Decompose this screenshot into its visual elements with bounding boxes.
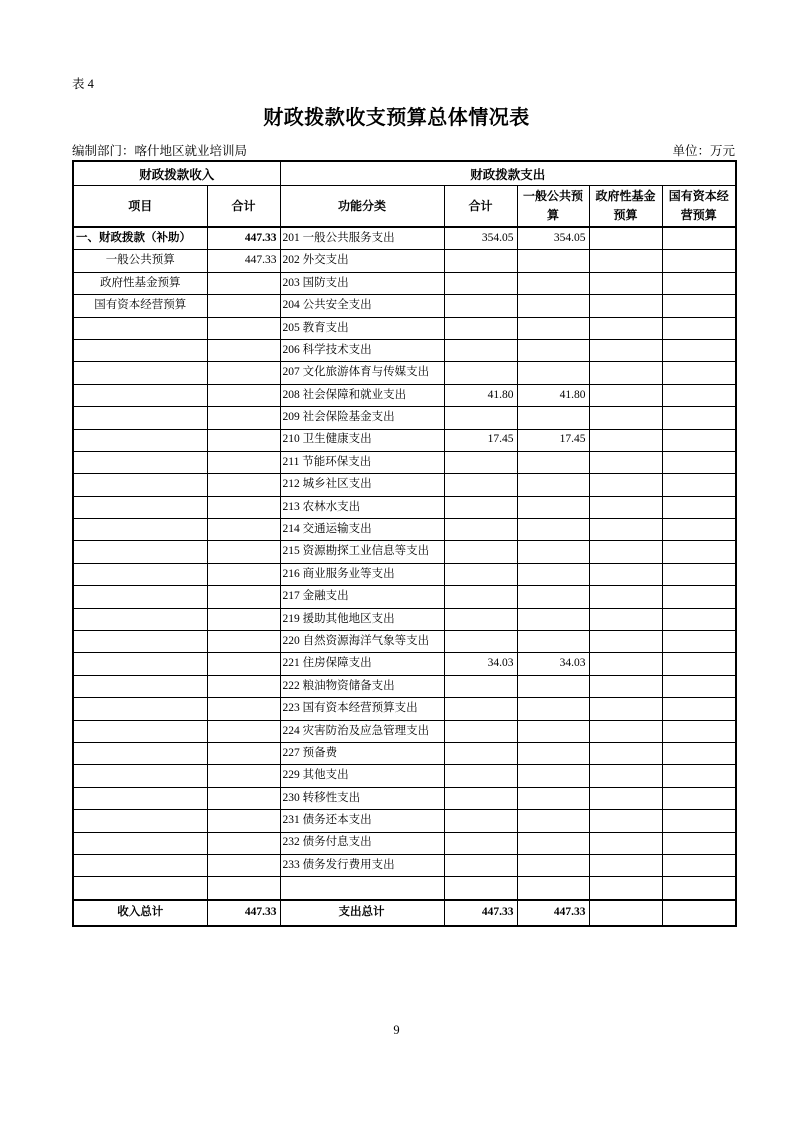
- table-row: [73, 653, 736, 675]
- table-column-header-row: [73, 186, 736, 228]
- state-capital-budget-cell: [662, 474, 736, 496]
- state-capital-budget-cell: [662, 496, 736, 518]
- expense-item-cell: 201 一般公共服务支出: [280, 227, 444, 250]
- gov-fund-budget-cell: [589, 384, 662, 406]
- expense-item-cell: 210 卫生健康支出: [280, 429, 444, 451]
- state-capital-budget-cell: [662, 272, 736, 294]
- state-capital-budget-cell: [662, 519, 736, 541]
- column-header-income-total: 合计: [207, 186, 280, 228]
- table-label: 表 4: [72, 77, 94, 91]
- state-capital-budget-cell: [662, 563, 736, 585]
- general-public-budget-cell: [517, 519, 589, 541]
- expense-total-cell: [444, 832, 517, 854]
- general-public-budget-cell: [517, 451, 589, 473]
- state-capital-budget-cell: [662, 608, 736, 630]
- income-total-cell: [207, 407, 280, 429]
- gov-fund-budget-cell: [589, 832, 662, 854]
- general-public-budget-cell: 17.45: [517, 429, 589, 451]
- income-item-cell: [73, 720, 207, 742]
- gov-fund-budget-cell: [589, 451, 662, 473]
- income-item-cell: [73, 541, 207, 563]
- income-item-cell: [73, 608, 207, 630]
- expense-total-cell: [444, 496, 517, 518]
- state-capital-budget-cell: [662, 362, 736, 384]
- general-public-budget-cell: 354.05: [517, 227, 589, 250]
- state-capital-budget-cell: [662, 900, 736, 926]
- gov-fund-budget-cell: [589, 810, 662, 832]
- expense-item-cell: 204 公共安全支出: [280, 295, 444, 317]
- general-public-budget-cell: 447.33: [517, 900, 589, 926]
- income-item-cell: [73, 496, 207, 518]
- page-number: 9: [393, 1023, 400, 1037]
- column-header-general-public-budget: 一般公共预算: [517, 186, 589, 228]
- gov-fund-budget-cell: [589, 407, 662, 429]
- gov-fund-budget-cell: [589, 339, 662, 361]
- state-capital-budget-cell: [662, 787, 736, 809]
- gov-fund-budget-cell: [589, 631, 662, 653]
- general-public-budget-cell: [517, 295, 589, 317]
- income-item-cell: [73, 429, 207, 451]
- general-public-budget-cell: 41.80: [517, 384, 589, 406]
- column-header-gov-fund-budget: 政府性基金预算: [589, 186, 662, 228]
- general-public-budget-cell: [517, 563, 589, 585]
- expense-total-cell: [444, 541, 517, 563]
- income-total-cell: [207, 832, 280, 854]
- expense-item-cell: 208 社会保障和就业支出: [280, 384, 444, 406]
- expense-total-cell: [444, 563, 517, 585]
- general-public-budget-cell: [517, 742, 589, 764]
- expense-total-cell: [444, 451, 517, 473]
- expense-item-cell: [280, 877, 444, 900]
- general-public-budget-cell: [517, 496, 589, 518]
- income-total-cell: [207, 675, 280, 697]
- table-group-header-row: [73, 161, 736, 186]
- expense-item-cell: 220 自然资源海洋气象等支出: [280, 631, 444, 653]
- general-public-budget-cell: [517, 474, 589, 496]
- state-capital-budget-cell: [662, 742, 736, 764]
- income-total-cell: [207, 698, 280, 720]
- expense-item-cell: 202 外交支出: [280, 250, 444, 272]
- income-total-cell: [207, 451, 280, 473]
- income-total-cell: [207, 317, 280, 339]
- group-header-expense: 财政拨款支出: [280, 161, 736, 186]
- expense-item-cell: 214 交通运输支出: [280, 519, 444, 541]
- state-capital-budget-cell: [662, 429, 736, 451]
- general-public-budget-cell: [517, 272, 589, 294]
- income-total-cell: [207, 429, 280, 451]
- table-row: [73, 384, 736, 406]
- table-row: [73, 429, 736, 451]
- page-title: 财政拨款收支预算总体情况表: [263, 107, 530, 129]
- gov-fund-budget-cell: [589, 608, 662, 630]
- income-total-cell: [207, 854, 280, 876]
- state-capital-budget-cell: [662, 295, 736, 317]
- table-row: [73, 608, 736, 630]
- general-public-budget-cell: [517, 608, 589, 630]
- expense-item-cell: 230 转移性支出: [280, 787, 444, 809]
- income-item-cell: [73, 854, 207, 876]
- expense-total-cell: 354.05: [444, 227, 517, 250]
- expense-item-cell: 227 预备费: [280, 742, 444, 764]
- general-public-budget-cell: [517, 541, 589, 563]
- table-body: [73, 227, 736, 926]
- expense-total-cell: [444, 720, 517, 742]
- expense-item-cell: 232 债务付息支出: [280, 832, 444, 854]
- income-total-cell: 447.33: [207, 900, 280, 926]
- general-public-budget-cell: [517, 720, 589, 742]
- expense-item-cell: 211 节能环保支出: [280, 451, 444, 473]
- general-public-budget-cell: [517, 631, 589, 653]
- table-row: [73, 631, 736, 653]
- table-row: [73, 698, 736, 720]
- income-item-cell: [73, 362, 207, 384]
- state-capital-budget-cell: [662, 720, 736, 742]
- gov-fund-budget-cell: [589, 742, 662, 764]
- state-capital-budget-cell: [662, 407, 736, 429]
- expense-total-cell: 34.03: [444, 653, 517, 675]
- gov-fund-budget-cell: [589, 250, 662, 272]
- gov-fund-budget-cell: [589, 765, 662, 787]
- expense-total-cell: [444, 877, 517, 900]
- income-item-cell: [73, 877, 207, 900]
- income-item-cell: 国有资本经营预算: [73, 295, 207, 317]
- expense-item-cell: 206 科学技术支出: [280, 339, 444, 361]
- column-header-state-capital-budget: 国有资本经营预算: [662, 186, 736, 228]
- expense-total-cell: [444, 698, 517, 720]
- gov-fund-budget-cell: [589, 295, 662, 317]
- income-item-cell: [73, 451, 207, 473]
- state-capital-budget-cell: [662, 541, 736, 563]
- gov-fund-budget-cell: [589, 787, 662, 809]
- table-row: [73, 451, 736, 473]
- expense-item-cell: 223 国有资本经营预算支出: [280, 698, 444, 720]
- gov-fund-budget-cell: [589, 317, 662, 339]
- state-capital-budget-cell: [662, 675, 736, 697]
- state-capital-budget-cell: [662, 698, 736, 720]
- expense-total-cell: 17.45: [444, 429, 517, 451]
- expense-item-cell: 233 债务发行费用支出: [280, 854, 444, 876]
- general-public-budget-cell: [517, 877, 589, 900]
- general-public-budget-cell: [517, 854, 589, 876]
- state-capital-budget-cell: [662, 339, 736, 361]
- state-capital-budget-cell: [662, 451, 736, 473]
- income-item-cell: [73, 339, 207, 361]
- expense-total-cell: [444, 362, 517, 384]
- income-item-cell: 政府性基金预算: [73, 272, 207, 294]
- gov-fund-budget-cell: [589, 429, 662, 451]
- state-capital-budget-cell: [662, 832, 736, 854]
- income-item-cell: [73, 742, 207, 764]
- table-row: [73, 519, 736, 541]
- gov-fund-budget-cell: [589, 563, 662, 585]
- income-item-cell: [73, 765, 207, 787]
- table-row: [73, 317, 736, 339]
- income-total-cell: [207, 384, 280, 406]
- income-item-cell: [73, 384, 207, 406]
- general-public-budget-cell: 34.03: [517, 653, 589, 675]
- income-total-cell: [207, 631, 280, 653]
- expense-item-cell: 支出总计: [280, 900, 444, 926]
- expense-item-cell: 205 教育支出: [280, 317, 444, 339]
- expense-item-cell: 217 金融支出: [280, 586, 444, 608]
- income-total-cell: [207, 272, 280, 294]
- table-row: [73, 496, 736, 518]
- expense-item-cell: 215 资源勘探工业信息等支出: [280, 541, 444, 563]
- table-row: [73, 877, 736, 900]
- income-item-cell: 收入总计: [73, 900, 207, 926]
- expense-total-cell: [444, 339, 517, 361]
- income-total-cell: [207, 519, 280, 541]
- income-total-cell: [207, 720, 280, 742]
- table-row: [73, 586, 736, 608]
- income-total-cell: [207, 608, 280, 630]
- gov-fund-budget-cell: [589, 519, 662, 541]
- income-item-cell: [73, 631, 207, 653]
- expense-total-cell: [444, 631, 517, 653]
- general-public-budget-cell: [517, 586, 589, 608]
- income-item-cell: [73, 698, 207, 720]
- income-total-cell: [207, 295, 280, 317]
- income-total-cell: [207, 787, 280, 809]
- table-row: [73, 810, 736, 832]
- table-row: [73, 563, 736, 585]
- income-item-cell: [73, 407, 207, 429]
- income-total-cell: [207, 810, 280, 832]
- expense-item-cell: 216 商业服务业等支出: [280, 563, 444, 585]
- table-row: [73, 227, 736, 250]
- state-capital-budget-cell: [662, 227, 736, 250]
- gov-fund-budget-cell: [589, 877, 662, 900]
- table-row: [73, 720, 736, 742]
- state-capital-budget-cell: [662, 653, 736, 675]
- table-row: [73, 474, 736, 496]
- gov-fund-budget-cell: [589, 900, 662, 926]
- income-total-cell: [207, 563, 280, 585]
- gov-fund-budget-cell: [589, 227, 662, 250]
- income-total-cell: [207, 339, 280, 361]
- state-capital-budget-cell: [662, 384, 736, 406]
- income-item-cell: [73, 653, 207, 675]
- gov-fund-budget-cell: [589, 586, 662, 608]
- gov-fund-budget-cell: [589, 653, 662, 675]
- income-total-cell: [207, 541, 280, 563]
- expense-total-cell: [444, 250, 517, 272]
- gov-fund-budget-cell: [589, 854, 662, 876]
- state-capital-budget-cell: [662, 631, 736, 653]
- income-item-cell: [73, 675, 207, 697]
- table-row: [73, 742, 736, 764]
- expense-item-cell: 213 农林水支出: [280, 496, 444, 518]
- unit-label: 单位：万元: [672, 144, 735, 158]
- general-public-budget-cell: [517, 810, 589, 832]
- state-capital-budget-cell: [662, 317, 736, 339]
- income-item-cell: [73, 832, 207, 854]
- general-public-budget-cell: [517, 317, 589, 339]
- state-capital-budget-cell: [662, 586, 736, 608]
- income-total-cell: [207, 362, 280, 384]
- income-item-cell: [73, 563, 207, 585]
- income-total-cell: [207, 765, 280, 787]
- expense-item-cell: 224 灾害防治及应急管理支出: [280, 720, 444, 742]
- expense-total-cell: [444, 519, 517, 541]
- income-total-cell: 447.33: [207, 250, 280, 272]
- expense-item-cell: 222 粮油物资储备支出: [280, 675, 444, 697]
- column-header-function-class: 功能分类: [280, 186, 444, 228]
- income-item-cell: [73, 474, 207, 496]
- income-item-cell: [73, 586, 207, 608]
- gov-fund-budget-cell: [589, 541, 662, 563]
- expense-total-cell: [444, 586, 517, 608]
- table-row: [73, 787, 736, 809]
- prepared-by-label: 编制部门：喀什地区就业培训局: [72, 144, 248, 158]
- expense-total-cell: [444, 675, 517, 697]
- income-total-cell: [207, 496, 280, 518]
- expense-total-cell: [444, 608, 517, 630]
- budget-table: [72, 160, 737, 927]
- expense-total-cell: [444, 854, 517, 876]
- income-item-cell: 一般公共预算: [73, 250, 207, 272]
- income-total-cell: [207, 877, 280, 900]
- income-item-cell: [73, 810, 207, 832]
- gov-fund-budget-cell: [589, 698, 662, 720]
- table-row-total: [73, 900, 736, 926]
- table-row: [73, 250, 736, 272]
- state-capital-budget-cell: [662, 854, 736, 876]
- income-total-cell: [207, 474, 280, 496]
- table-row: [73, 272, 736, 294]
- meta-row: [72, 141, 735, 159]
- general-public-budget-cell: [517, 675, 589, 697]
- expense-total-cell: [444, 295, 517, 317]
- general-public-budget-cell: [517, 250, 589, 272]
- state-capital-budget-cell: [662, 765, 736, 787]
- table-row: [73, 295, 736, 317]
- income-item-cell: [73, 787, 207, 809]
- expense-item-cell: 209 社会保险基金支出: [280, 407, 444, 429]
- table-row: [73, 407, 736, 429]
- income-total-cell: [207, 742, 280, 764]
- expense-total-cell: [444, 474, 517, 496]
- gov-fund-budget-cell: [589, 496, 662, 518]
- income-item-cell: [73, 317, 207, 339]
- table-row: [73, 675, 736, 697]
- table-row: [73, 362, 736, 384]
- table-row: [73, 765, 736, 787]
- table-row: [73, 854, 736, 876]
- expense-total-cell: [444, 317, 517, 339]
- expense-total-cell: [444, 272, 517, 294]
- expense-total-cell: [444, 407, 517, 429]
- gov-fund-budget-cell: [589, 272, 662, 294]
- expense-item-cell: 229 其他支出: [280, 765, 444, 787]
- state-capital-budget-cell: [662, 250, 736, 272]
- expense-total-cell: [444, 742, 517, 764]
- gov-fund-budget-cell: [589, 474, 662, 496]
- column-header-expense-total: 合计: [444, 186, 517, 228]
- general-public-budget-cell: [517, 765, 589, 787]
- expense-item-cell: 203 国防支出: [280, 272, 444, 294]
- column-header-income-item: 项目: [73, 186, 207, 228]
- income-total-cell: 447.33: [207, 227, 280, 250]
- state-capital-budget-cell: [662, 810, 736, 832]
- expense-total-cell: 41.80: [444, 384, 517, 406]
- general-public-budget-cell: [517, 787, 589, 809]
- income-item-cell: 一、财政拨款（补助）: [73, 227, 207, 250]
- general-public-budget-cell: [517, 698, 589, 720]
- table-row: [73, 339, 736, 361]
- income-total-cell: [207, 586, 280, 608]
- general-public-budget-cell: [517, 407, 589, 429]
- gov-fund-budget-cell: [589, 362, 662, 384]
- expense-total-cell: 447.33: [444, 900, 517, 926]
- group-header-income: 财政拨款收入: [73, 161, 280, 186]
- expense-item-cell: 231 债务还本支出: [280, 810, 444, 832]
- table-row: [73, 832, 736, 854]
- expense-total-cell: [444, 765, 517, 787]
- expense-total-cell: [444, 810, 517, 832]
- table-row: [73, 541, 736, 563]
- income-item-cell: [73, 519, 207, 541]
- expense-total-cell: [444, 787, 517, 809]
- general-public-budget-cell: [517, 339, 589, 361]
- expense-item-cell: 221 住房保障支出: [280, 653, 444, 675]
- income-total-cell: [207, 653, 280, 675]
- gov-fund-budget-cell: [589, 720, 662, 742]
- expense-item-cell: 207 文化旅游体育与传媒支出: [280, 362, 444, 384]
- general-public-budget-cell: [517, 362, 589, 384]
- state-capital-budget-cell: [662, 877, 736, 900]
- gov-fund-budget-cell: [589, 675, 662, 697]
- general-public-budget-cell: [517, 832, 589, 854]
- expense-item-cell: 219 援助其他地区支出: [280, 608, 444, 630]
- expense-item-cell: 212 城乡社区支出: [280, 474, 444, 496]
